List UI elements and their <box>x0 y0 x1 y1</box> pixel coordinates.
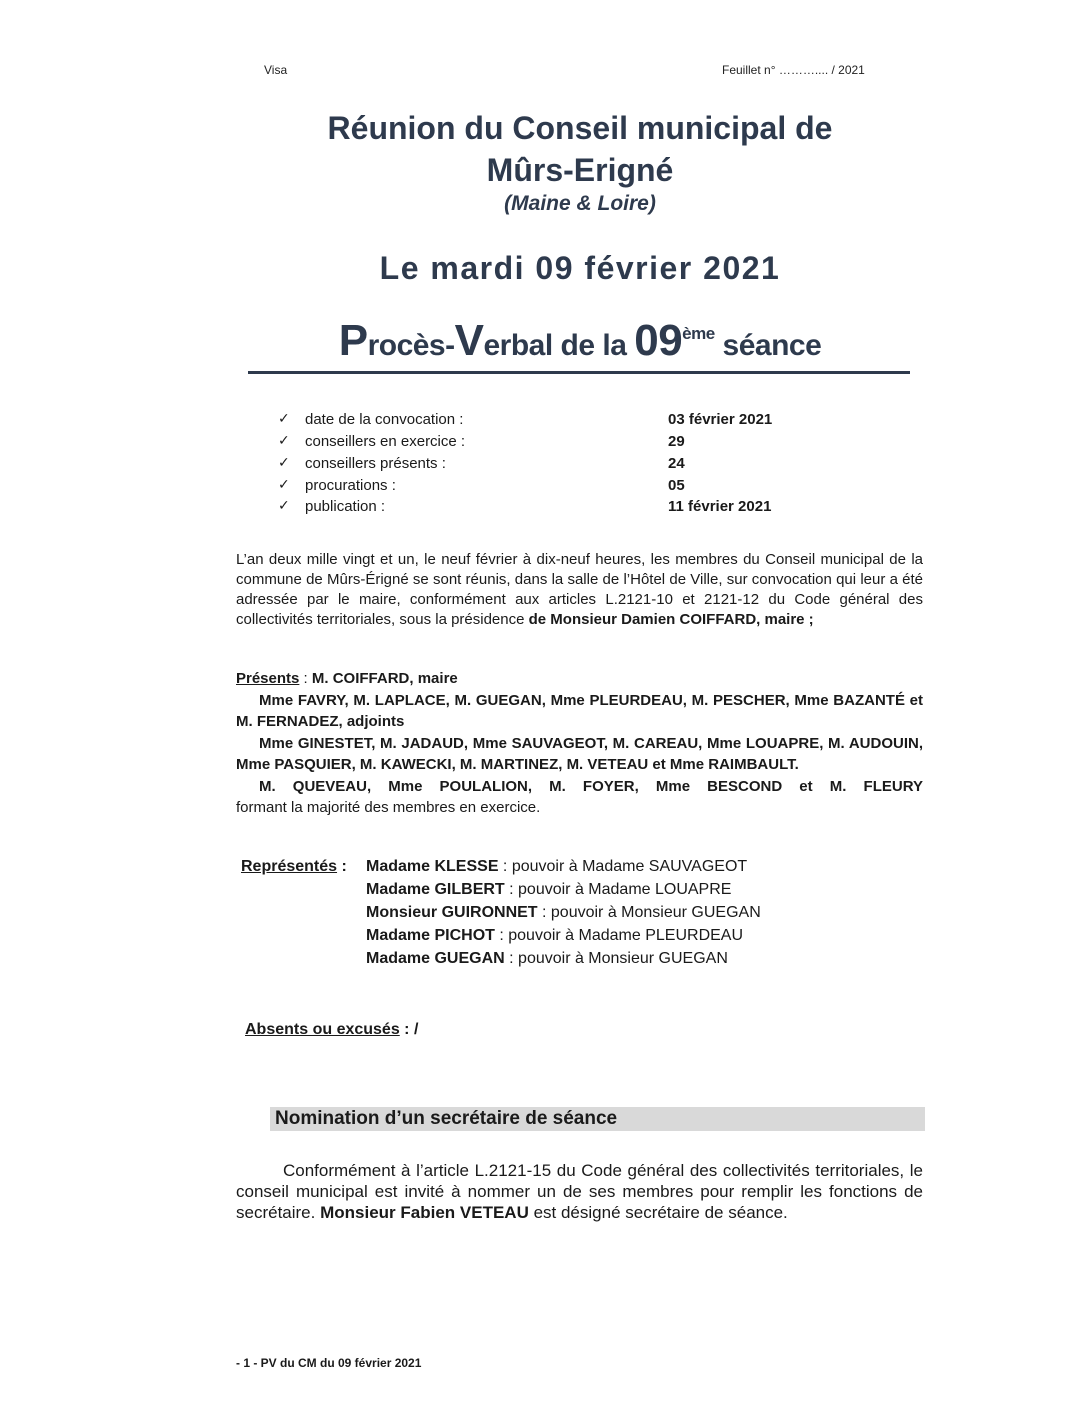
proxy-giver: Madame PICHOT <box>366 927 495 944</box>
check-icon: ✓ <box>278 411 290 427</box>
feuillet-number: Feuillet n° ……….... / 2021 <box>722 63 865 77</box>
presents-maire: M. COIFFARD, maire <box>311 670 458 687</box>
absents-label: Absents ou excusés <box>245 1021 400 1038</box>
representes-label: Représentés <box>241 858 338 875</box>
proxy-giver: Madame KLESSE <box>366 858 499 875</box>
presents-separator: : <box>299 670 312 687</box>
proxy-row <box>366 924 743 947</box>
info-row-convocation <box>278 411 838 433</box>
section-body <box>236 1160 923 1223</box>
section-text: Conformément à l’article L.2121-15 du Code général des collectivités territoriales, le conseil municipal est invité à nommer un de ses membres pour remplir les fonctions de secrétaire. <box>236 1161 923 1222</box>
presents-line <box>236 668 923 690</box>
presents-block <box>236 668 923 819</box>
pv-initial-p: P <box>338 316 368 365</box>
proxy-row <box>366 901 761 924</box>
proxy-row <box>366 878 731 901</box>
presents-adjoints: Mme FAVRY, M. LAPLACE, M. GUEGAN, Mme PLEURDEAU, M. PESCHER, Mme BAZANTÉ et M. FERNADEZ, adjoints <box>236 691 923 730</box>
proxy-giver: Madame GILBERT <box>366 881 505 898</box>
meeting-date: Le mardi 09 février 2021 <box>379 250 781 286</box>
presents-closing: formant la majorité des membres en exercice. <box>236 799 541 816</box>
proxy-giver: Madame GUEGAN <box>366 950 505 967</box>
title-region: (Maine & Loire) <box>504 192 656 215</box>
info-row-procurations <box>278 477 838 499</box>
absents-value: : / <box>399 1021 419 1038</box>
info-label: conseillers en exercice : <box>305 433 466 450</box>
title-line-2: Mûrs-Erigné <box>486 152 674 188</box>
pv-word-1: rocès- <box>367 329 455 362</box>
check-icon: ✓ <box>278 498 290 514</box>
info-label: date de la convocation : <box>305 411 464 428</box>
proxy-recipient: : pouvoir à Madame LOUAPRE <box>504 881 732 898</box>
proxy-recipient: : pouvoir à Monsieur GUEGAN <box>504 950 728 967</box>
proxy-giver: Monsieur GUIRONNET <box>366 904 538 921</box>
info-value: 05 <box>668 477 685 494</box>
representes-heading <box>241 855 347 878</box>
section-text-end: est désigné secrétaire de séance. <box>528 1203 788 1222</box>
info-label: procurations : <box>305 477 396 494</box>
title-divider <box>248 371 910 374</box>
info-value: 03 février 2021 <box>668 411 773 428</box>
absents-line <box>245 1019 418 1041</box>
proxy-row <box>366 855 747 878</box>
info-row-publication <box>278 498 838 520</box>
section-header <box>270 1107 925 1131</box>
check-icon: ✓ <box>278 433 290 449</box>
check-icon: ✓ <box>278 455 290 471</box>
presents-conseillers-2: M. QUEVEAU, Mme POULALION, M. FOYER, Mme BESCOND et M. FLEURY <box>259 777 923 795</box>
info-value: 29 <box>668 433 685 450</box>
proxy-row <box>366 947 728 970</box>
pv-ordinal: ème <box>682 324 715 343</box>
title-line-1: Réunion du Conseil municipal de <box>327 110 833 146</box>
pv-initial-v: V <box>454 316 484 365</box>
pv-word-2: erbal de la <box>483 329 635 362</box>
check-icon: ✓ <box>278 477 290 493</box>
pv-session-number: 09 <box>634 316 683 365</box>
presents-label: Présents <box>236 670 300 687</box>
intro-paragraph <box>236 550 923 630</box>
info-label: conseillers présents : <box>305 455 446 472</box>
info-label: publication : <box>305 498 386 515</box>
page-footer: - 1 - PV du CM du 09 février 2021 <box>236 1356 422 1370</box>
section-title: Nomination d’un secrétaire de séance <box>275 1108 618 1129</box>
secretary-name: Monsieur Fabien VETEAU <box>320 1203 529 1222</box>
info-row-exercice <box>278 433 838 455</box>
intro-text: L’an deux mille vingt et un, le neuf février à dix-neuf heures, les membres du Conseil municipal de la commune de Mûrs-Érigné se sont réunis, dans la salle de l’Hôtel de Ville, sur convocation qui leur a été adressée par le maire, conformément aux articles L.2121-10 et 2121-12 du Code général des collectivités territoriales, sous la présidence <box>236 551 923 628</box>
proxy-recipient: : pouvoir à Madame SAUVAGEOT <box>498 858 748 875</box>
info-value: 24 <box>668 455 685 472</box>
proxy-recipient: : pouvoir à Madame PLEURDEAU <box>494 927 744 944</box>
pv-word-3: séance <box>714 329 822 362</box>
proxy-recipient: : pouvoir à Monsieur GUEGAN <box>537 904 761 921</box>
presents-conseillers-1: Mme GINESTET, M. JADAUD, Mme SAUVAGEOT, M. CAREAU, Mme LOUAPRE, M. AUDOUIN, Mme PASQUIER, M. KAWECKI, M. MARTINEZ, M. VETEAU et Mme RAIMBAULT. <box>236 734 923 773</box>
intro-president: de Monsieur Damien COIFFARD, maire ; <box>528 611 814 628</box>
pv-title <box>180 308 980 372</box>
representes-separator: : <box>337 858 347 875</box>
info-value: 11 février 2021 <box>668 498 772 515</box>
visa-label: Visa <box>264 63 288 77</box>
info-row-presents <box>278 455 838 477</box>
